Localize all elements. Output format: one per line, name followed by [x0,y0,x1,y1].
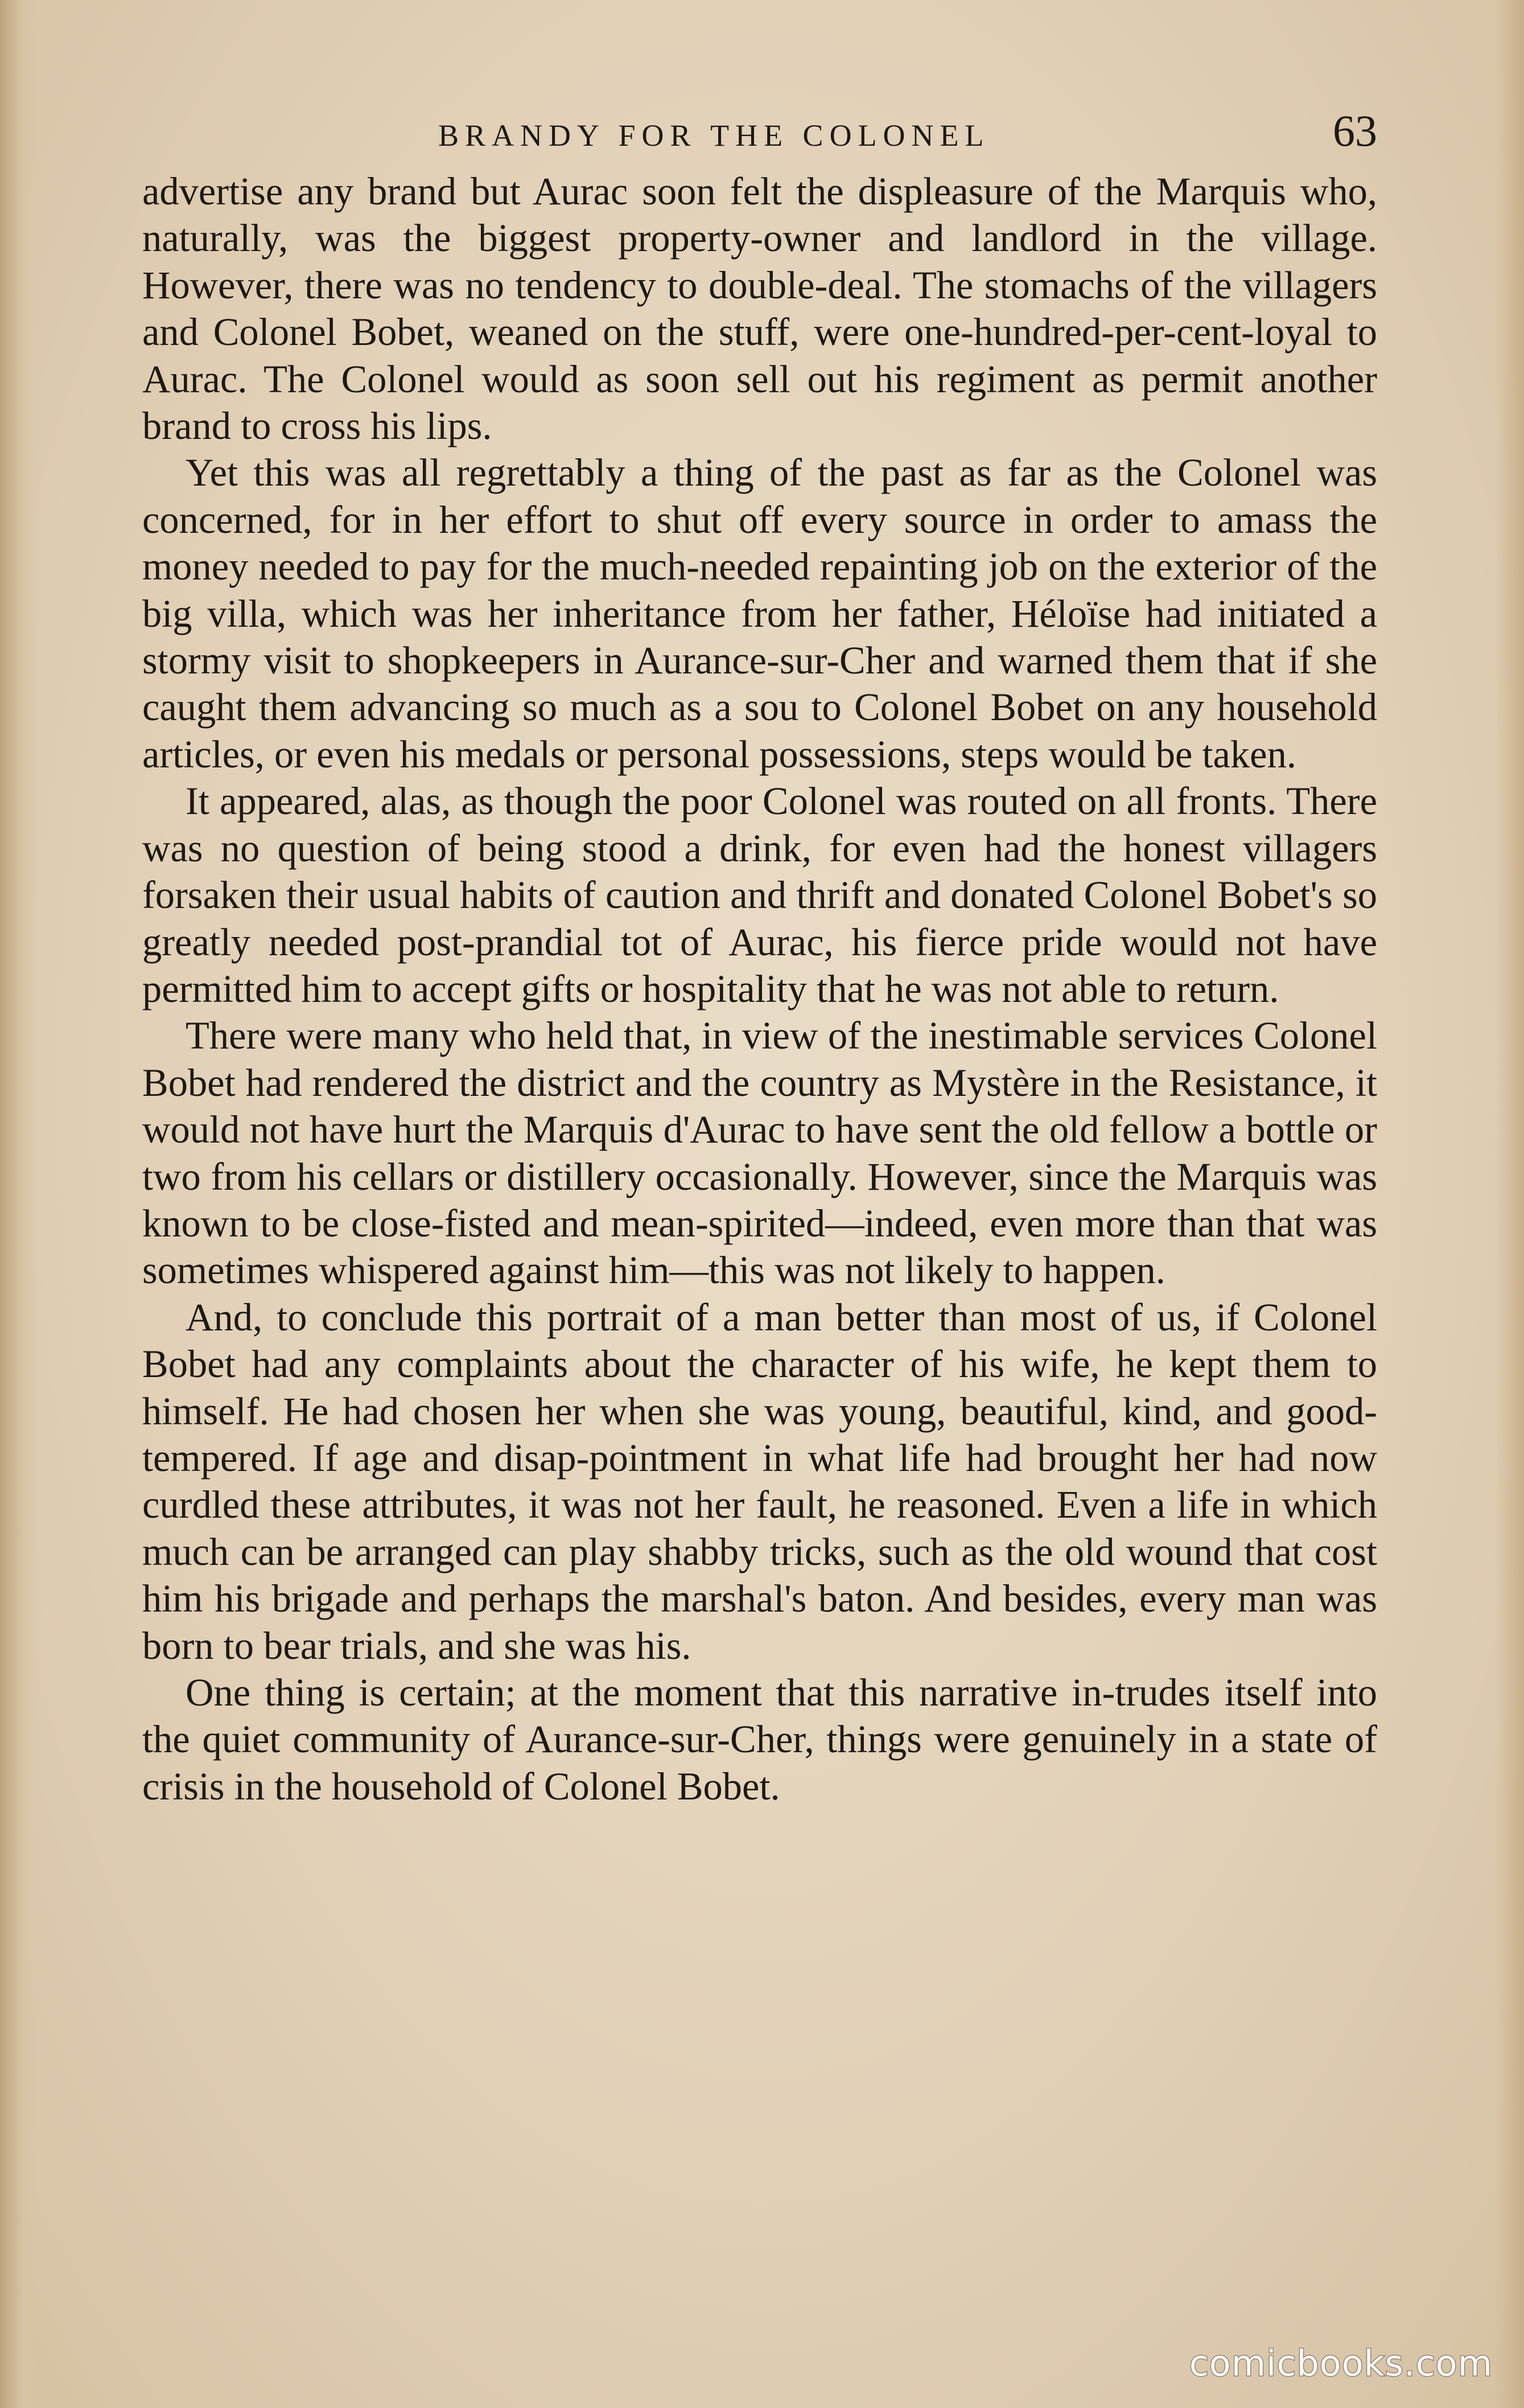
paragraph-2: Yet this was all regrettably a thing of the past as far as the Colonel was concerned, for in her effort to shut off every source in order to amass the money needed to pay for the much-needed repainting job on the exterior of the big villa, which was her inheritance from her father, Héloïse had initiated a stormy visit to shopkeepers in Aurance-sur-Cher and warned them that if she caught them advancing so much as a sou to Colonel Bobet on any household articles, or even his medals or personal possessions, steps would be taken. [142,451,1377,776]
page-right-edge-shading [1496,0,1524,2408]
paragraph-4: There were many who held that, in view of the inestimable services Colonel Bobet had rendered the district and the country as Mystère in the Resistance, it would not have hurt the Marquis d'Aurac to have sent the old fellow a bottle or two from his cellars or distillery occasionally. However, since the Marquis was known to be close-fisted and mean-spirited—indeed, even more than that was sometimes whispered against him—this was not likely to happen. [142,1014,1377,1292]
paragraph-1: advertise any brand but Aurac soon felt the displeasure of the Marquis who, naturally, was the biggest property-owner and landlord in the village. However, there was no tendency to double-deal. The stomachs of the villagers and Colonel Bobet, weaned on the stuff, were one-hundred-per-cent-loyal to Aurac. The Colonel would as soon sell out his regiment as permit another brand to cross his lips. [142,170,1377,448]
running-head: BRANDY FOR THE COLONEL [438,118,990,153]
page-left-edge-shading [0,0,40,2408]
watermark: comicbooks.com [1189,2343,1493,2384]
page-header [142,105,1377,168]
body-text [142,168,1377,1810]
paragraph-5: And, to conclude this portrait of a man better than most of us, if Colonel Bobet had any complaints about the character of his wife, he kept them to himself. He had chosen her when she was young, beautiful, kind, and good-tempered. If age and disap-pointment in what life had brought her had now curdled these attributes, it was not her fault, he reasoned. Even a life in which much can be arranged can play shabby tricks, such as the old wound that cost him his brigade and perhaps the marshal's baton. And besides, every man was born to bear trials, and she was his. [142,1295,1377,1667]
page-number: 63 [1333,106,1377,155]
paragraph-3: It appeared, alas, as though the poor Colonel was routed on all fronts. There was no question of being stood a drink, for even had the honest villagers forsaken their usual habits of caution and thrift and donated Colonel Bobet's so greatly needed post-prandial tot of Aurac, his fierce pride would not have permitted him to accept gifts or hospitality that he was not able to return. [142,779,1377,1010]
paragraph-6: One thing is certain; at the moment that this narrative in-trudes itself into the quiet community of Aurance-sur-Cher, things were genuinely in a state of crisis in the household of Colonel Bobet. [142,1671,1377,1808]
